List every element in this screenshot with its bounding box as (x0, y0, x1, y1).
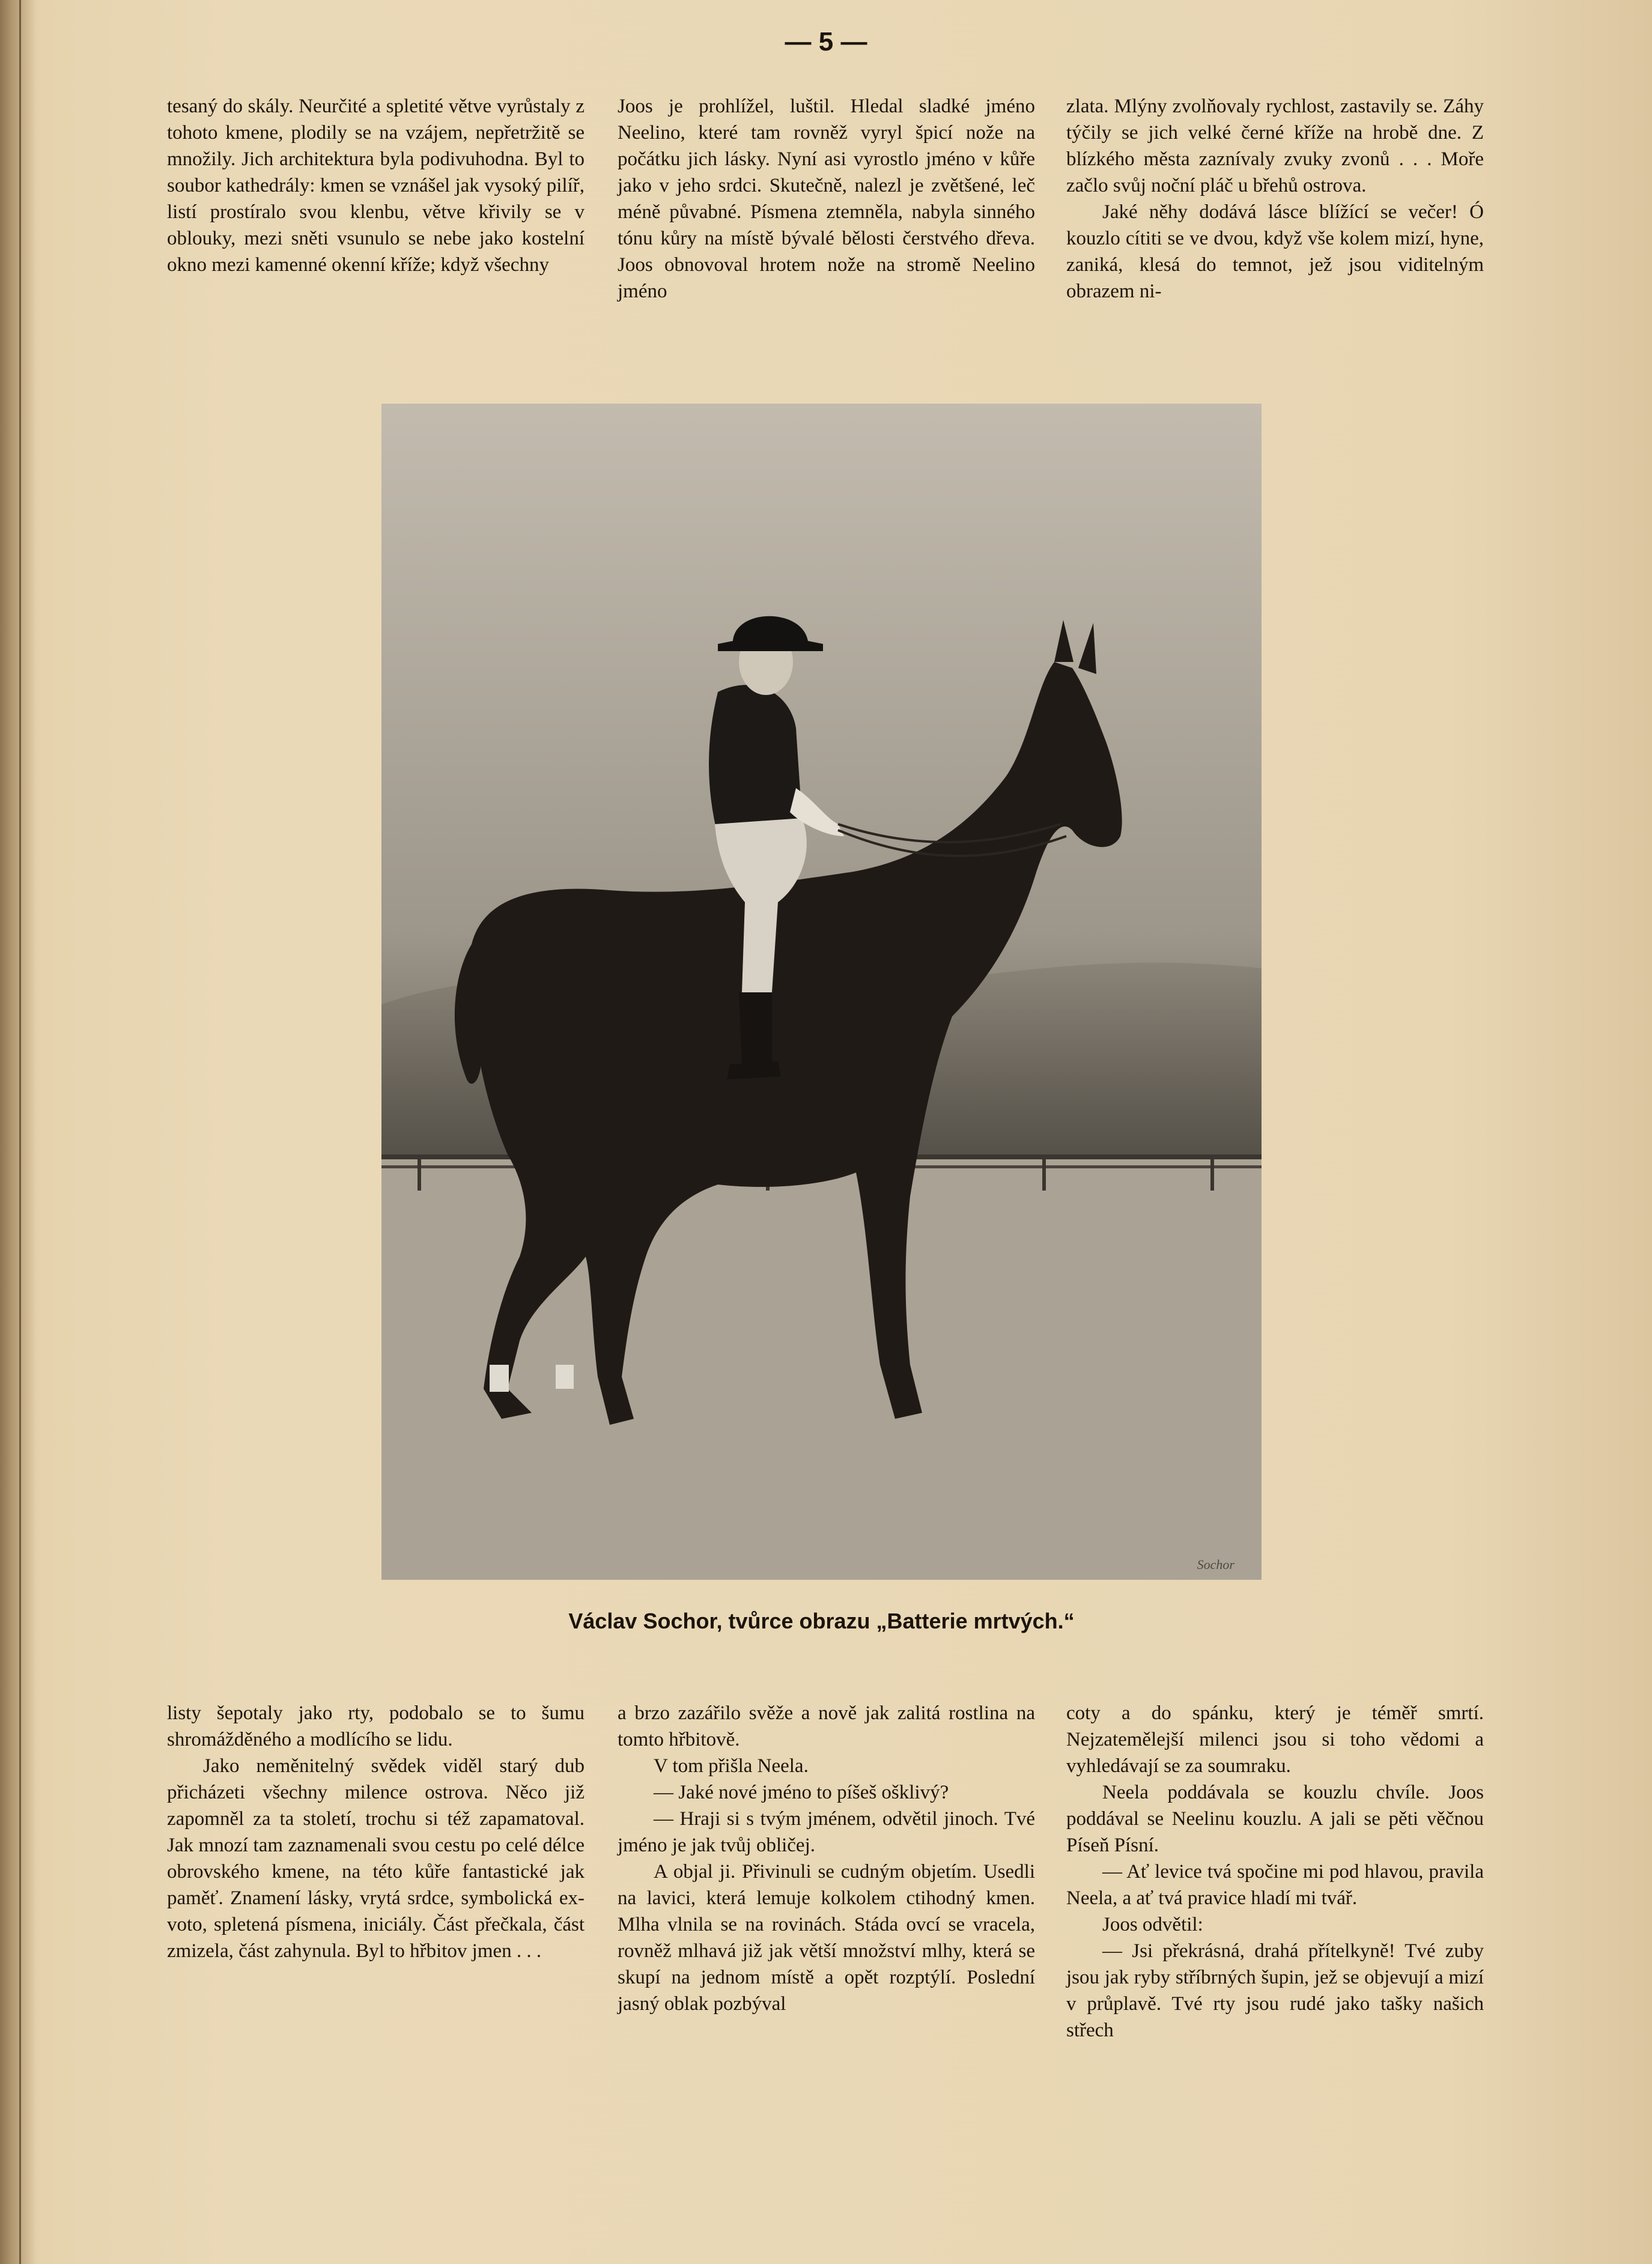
paragraph: Neela poddávala se kouzlu chvíle. Joos poddával se Neelinu kouzlu. A jali se pěti věčnou Píseň Písní. (1066, 1782, 1484, 1856)
text-column-bottom-3 (1066, 1700, 1484, 2044)
photo-caption: Václav Sochor, tvůrce obrazu „Batterie mrtvých.“ (568, 1609, 1075, 1633)
paragraph: Joos je prohlížel, luštil. Hledal sladké jméno Neelino, které tam rovněž vyryl špicí nože na počátku jich lásky. Nyní asi vyrostlo jméno v kůře jako v jeho srdci. Skutečně, nalezl je zvětšené, leč méně půvabné. Písmena ztemněla, nabyla sinného tónu kůry na místě bývalé bělosti čerstvého dřeva. Joos obnovoval hrotem nože na stromě Neelino jméno (618, 96, 1035, 302)
text-column-top-1 (167, 93, 585, 278)
paragraph: zlata. Mlýny zvolňovaly rychlost, zastavily se. Záhy týčily se jich velké černé kříže na hrobě dne. Z blízkého města zaznívaly zvuky zvonů . . . Moře začlo svůj noční pláč u břehů ostrova. (1066, 96, 1484, 196)
paragraph: — Jaké nové jméno to píšeš ošklivý? (654, 1782, 949, 1803)
paragraph: Joos odvětil: (1102, 1914, 1203, 1935)
paragraph: coty a do spánku, který je téměř smrtí. Nejzatemělejší milenci jsou si toho vědomi a vyhledávají se za soumraku. (1066, 1702, 1484, 1777)
paragraph: — Jsi překrásná, drahá přítelkyně! Tvé zuby jsou jak ryby stříbrných šupin, jež se objevují a mizí v průplavě. Tvé rty jsou rudé jako tašky našich střech (1066, 1940, 1484, 2041)
text-column-top-2 (618, 93, 1035, 305)
paragraph: tesaný do skály. Neurčité a spletité větve vyrůstaly z tohoto kmene, plodily se na vzájem, nepřetržitě se množily. Jich architektura byla podivuhodna. Byl to soubor kathedrály: kmen se vznášel jak vysoký pilíř, listí prostíralo svou klenbu, větve křivily se v oblouky, mezi sněti vsunulo se nebe jako kostelní okno mezi kamenné okenní kříže; když všechny (167, 96, 585, 276)
photo-signature: Sochor (1197, 1557, 1234, 1572)
book-spine-shadow (0, 0, 36, 2264)
spine-fold-line (19, 0, 21, 2264)
paragraph: — Ať levice tvá spočine mi pod hlavou, pravila Neela, a ať tvá pravice hladí mi tvář. (1066, 1861, 1484, 1909)
rider-on-horse-image (381, 404, 1262, 1580)
text-column-bottom-2 (618, 1700, 1035, 2017)
riding-ground (381, 1155, 1262, 1580)
paragraph: a brzo zazářilo svěže a nově jak zalitá rostlina na tomto hřbitově. (618, 1702, 1035, 1750)
text-column-top-3 (1066, 93, 1484, 305)
paragraph: Jako neměnitelný svědek viděl starý dub přicházeti všechny milence ostrova. Něco již zapomněl za ta století, trochu si též zapamatoval. Jak mnozí tam zaznamenali svou cestu po celé délce obrovského kmene, na této kůře fantastické jak paměť. Znamení lásky, vrytá srdce, symbolická ex-voto, spletená písmena, iniciály. Část přečkala, část zmizela, část zahynula. Byl to hřbitov jmen . . . (167, 1755, 585, 1962)
photograph-rider-on-horse (381, 404, 1262, 1580)
paragraph: — Hraji si s tvým jménem, odvětil jinoch. Tvé jméno je jak tvůj obličej. (618, 1808, 1035, 1856)
paragraph: Jaké něhy dodává lásce blížící se večer! Ó kouzlo cítiti se ve dvou, když vše kolem mizí, hyne, zaniká, klesá do temnot, jež jsou viditelným obrazem ni- (1066, 201, 1484, 302)
paragraph: V tom přišla Neela. (654, 1755, 809, 1777)
page-number: — 5 — (785, 27, 867, 56)
paragraph: listy šepotaly jako rty, podobalo se to šumu shromážděného a modlícího se lidu. (167, 1702, 585, 1750)
text-column-bottom-1 (167, 1700, 585, 1964)
paragraph: A objal ji. Přivinuli se cudným objetím. Usedli na lavici, která lemuje kolkolem ctihodný kmen. Mlha vlnila se na rovinách. Stáda ovcí se vracela, rovněž mlhavá již jak větší množství mlhy, která se skupí na jednom místě a opět rozptýlí. Poslední jasný oblak pozbýval (618, 1861, 1035, 2015)
